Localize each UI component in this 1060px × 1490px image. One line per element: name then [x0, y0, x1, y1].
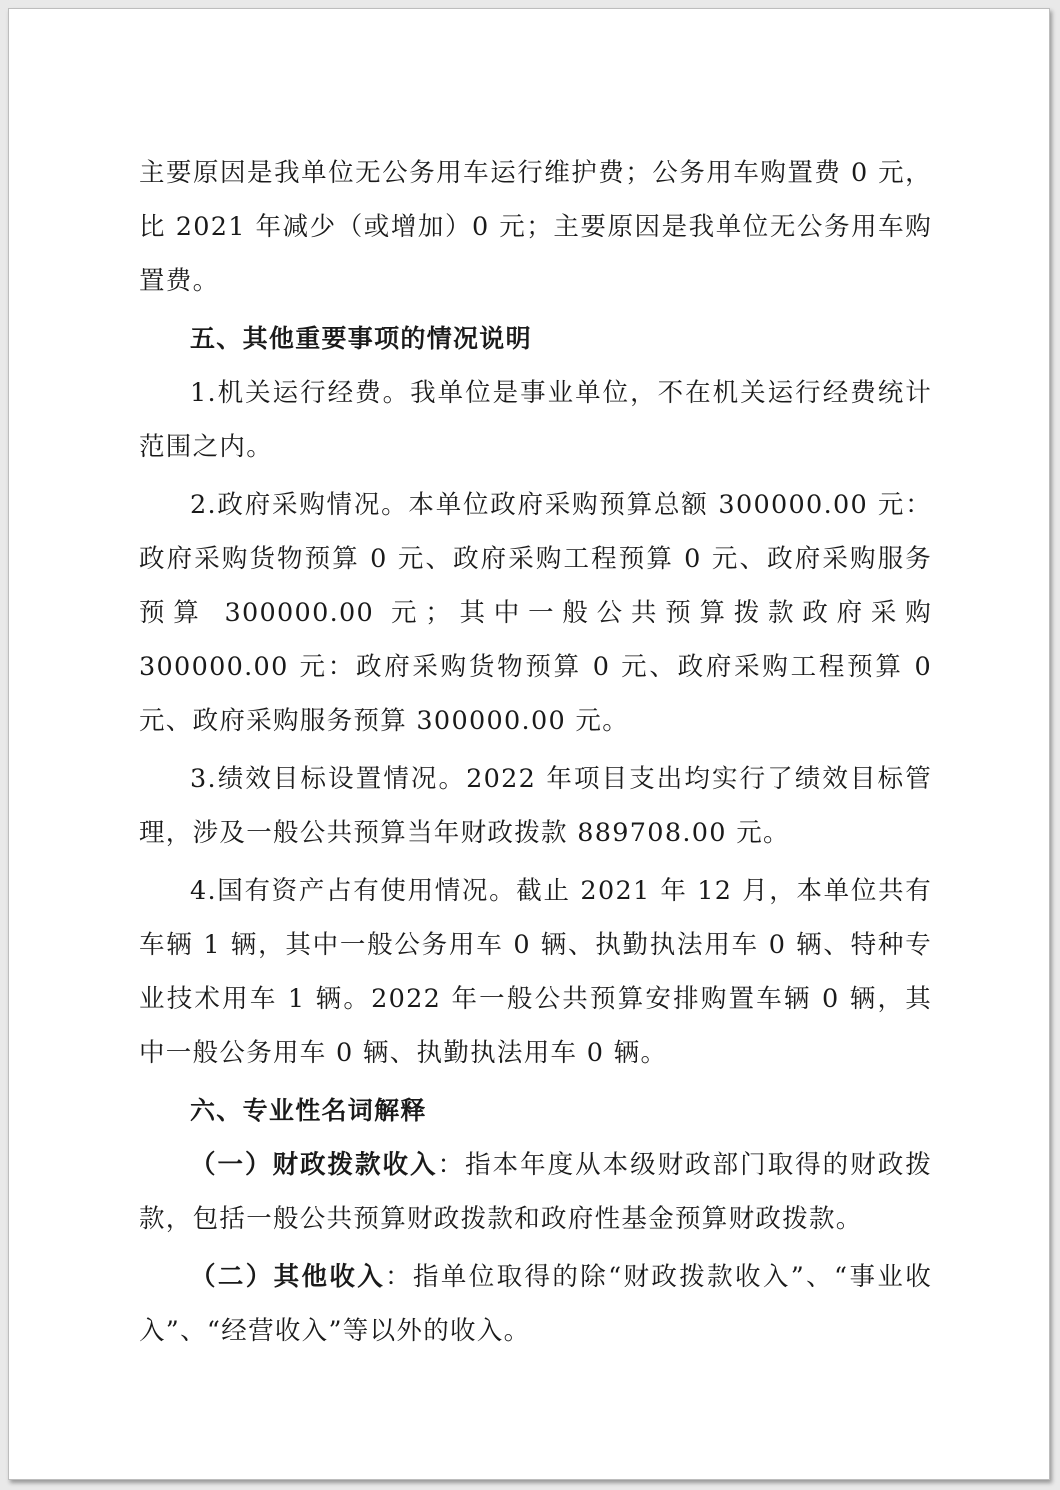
term-definition-other-income: [139, 1250, 932, 1358]
paragraph-operating-expenses: 1.机关运行经费。我单位是事业单位，不在机关运行经费统计范围之内。: [139, 378, 932, 462]
paragraph-vehicle-costs: 主要原因是我单位无公务用车运行维护费；公务用车购置费 0 元，比 2021 年减少（或增加）0 元；主要原因是我单位无公务用车购置费。: [139, 158, 932, 296]
term-body: ：指单位取得的除“财政拨款收入”、“事业收入”、“经营收入”等以外的收入。: [139, 1262, 932, 1346]
document-body: [139, 146, 932, 1358]
section-heading-6: 六、专业性名词解释: [190, 1096, 427, 1125]
paragraph-state-assets: 4.国有资产占有使用情况。截止 2021 年 12 月，本单位共有车辆 1 辆，其中一般公务用车 0 辆、执勤执法用车 0 辆、特种专业技术用车 1 辆。2022 年一般公共预算安排购置车辆 0 辆，其中一般公务用车 0 辆、执勤执法用车 0 辆。: [139, 876, 932, 1068]
term-body: ：指本年度从本级财政部门取得的财政拨款，包括一般公共预算财政拨款和政府性基金预算财政拨款。: [139, 1150, 933, 1234]
section-heading-5: 五、其他重要事项的情况说明: [190, 324, 532, 353]
paragraph-performance-targets: 3.绩效目标设置情况。2022 年项目支出均实行了绩效目标管理，涉及一般公共预算当年财政拨款 889708.00 元。: [139, 764, 932, 848]
document-page: [8, 8, 1050, 1480]
paragraph-government-procurement: 2.政府采购情况。本单位政府采购预算总额 300000.00 元：政府采购货物预算 0 元、政府采购工程预算 0 元、政府采购服务预算 300000.00 元；其中一般公共预算拨款政府采购 300000.00 元：政府采购货物预算 0 元、政府采购工程预算 0 元、政府采购服务预算 300000.00 元。: [139, 490, 932, 736]
term-label: （一）财政拨款收入: [190, 1150, 438, 1180]
term-definition-fiscal-appropriation: [139, 1138, 932, 1246]
term-label: （二）其他收入: [190, 1262, 386, 1292]
